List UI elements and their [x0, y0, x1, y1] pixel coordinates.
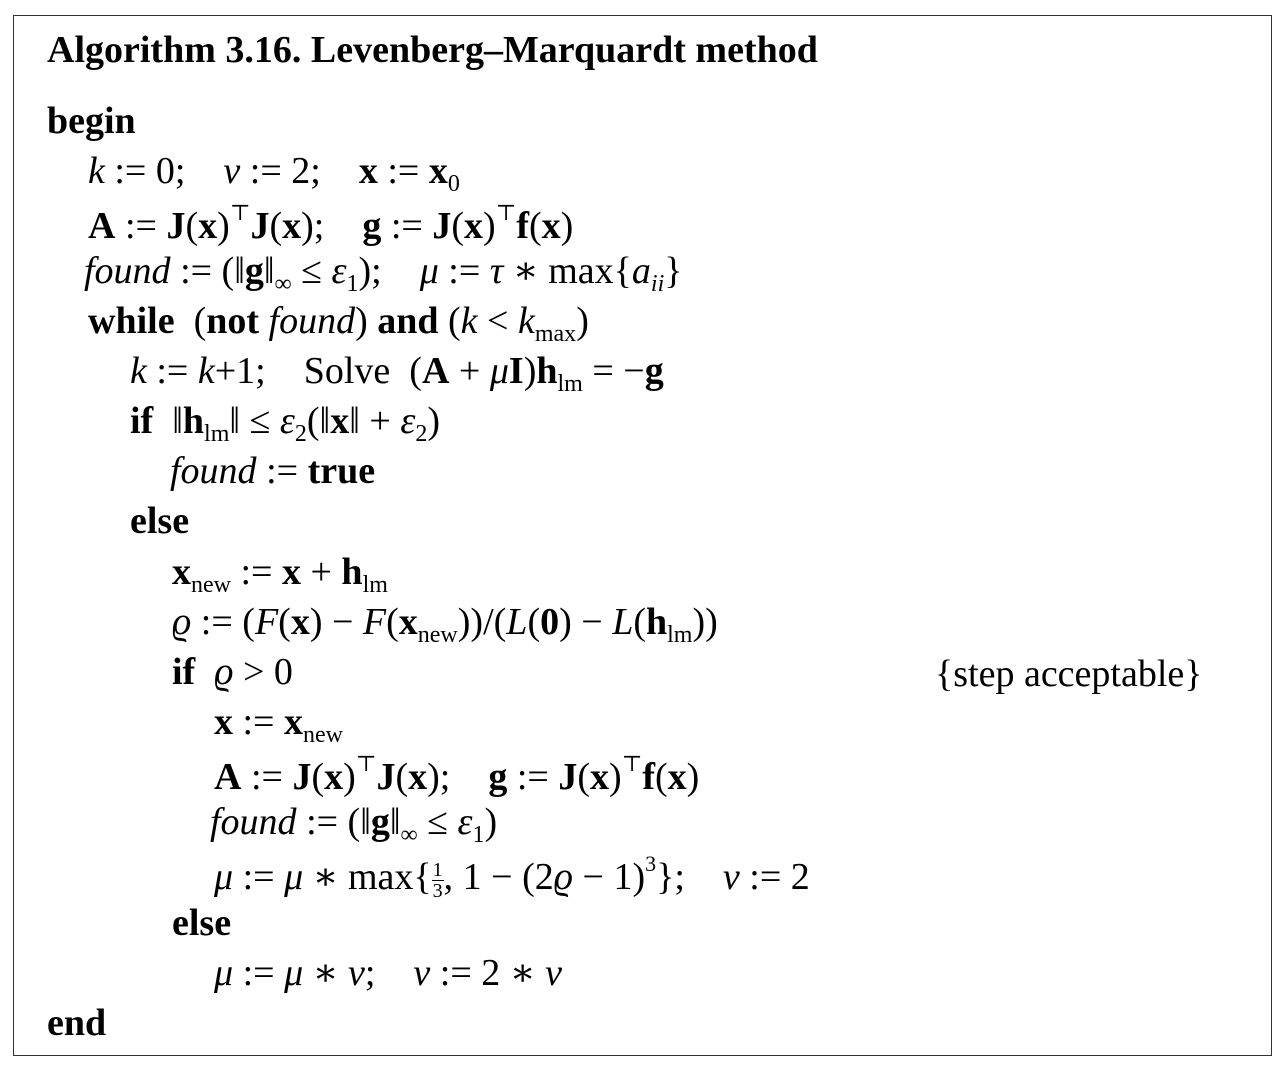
algorithm-title: Algorithm 3.16. Levenberg–Marquardt method [47, 29, 818, 71]
init-line: k := 0; ν := 2; x := $x_0$ [88, 150, 460, 197]
solve-line: k := k+1; Solve $(A + \mu I)h_{lm} = -g$ [130, 350, 664, 397]
keyword-begin: begin [47, 100, 136, 142]
gain-ratio-line: ϱ := $(F(x) - F(x_{new}))/(L(0) - L(h_{lm}))$ [172, 601, 718, 648]
update-x-line: x := $x_{new}$ [214, 701, 343, 748]
update-mu-line: μ := μ ∗ max{ $\frac{1}{3}$ , $1 - (2ϱ - 1)^3$}; ν := 2 [214, 851, 810, 902]
jacobian-line: A := J(x)⊤J(x); g := J(x)⊤f(x) [88, 200, 574, 247]
xnew-line: $x_{new}$ := $x + h_{lm}$ [172, 551, 388, 598]
reject-step-line: μ := μ ∗ ν; ν := 2 ∗ ν [214, 952, 562, 994]
keyword-end: end [47, 1002, 107, 1044]
found-true-line: found := true [170, 450, 376, 492]
found-init-line: found := $(‖g‖_\infty \le \varepsilon_1)$; μ := τ ∗ $\max\{a_{ii}\}$ [84, 250, 683, 297]
step-acceptable-comment: {step acceptable} [935, 653, 1203, 695]
if-accept-line: if ϱ > 0 [172, 651, 293, 693]
update-found-line: found := $(‖g‖_\infty \le \varepsilon_1)$ [210, 801, 498, 848]
if-stop-line: if $‖h_{lm}‖$ ≤ $\varepsilon_2(‖x‖ + \varepsilon_2)$ [130, 400, 440, 447]
update-jacobian-line: A := J(x)⊤J(x); g := J(x)⊤f(x) [214, 751, 700, 798]
keyword-else-outer: else [130, 500, 190, 542]
while-line: while (not found) and $(k < k_{max})$ [88, 300, 589, 347]
keyword-else-inner: else [172, 902, 232, 944]
